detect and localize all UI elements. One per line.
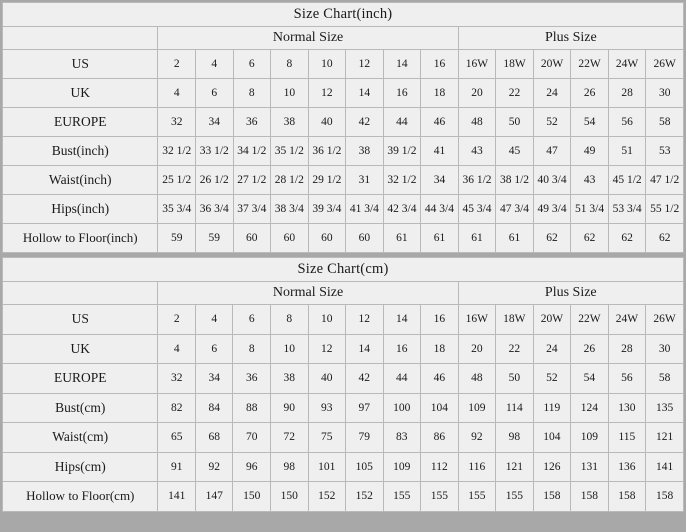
cell: 56 — [608, 364, 646, 394]
size-chart-cm-table — [2, 257, 684, 512]
cell: 27 1/2 — [233, 166, 271, 195]
cell: 34 1/2 — [233, 137, 271, 166]
cell: 88 — [233, 393, 271, 423]
chart-group-row — [3, 27, 684, 50]
cell: 32 — [158, 364, 196, 394]
cell: 109 — [458, 393, 496, 423]
row-label-waist: Waist(cm) — [3, 423, 158, 453]
cell: 4 — [158, 79, 196, 108]
row-label-hips: Hips(cm) — [3, 452, 158, 482]
cell: 42 3/4 — [383, 195, 421, 224]
cell: 8 — [271, 50, 309, 79]
cell: 109 — [571, 423, 609, 453]
cell: 8 — [233, 79, 271, 108]
cell: 51 3/4 — [571, 195, 609, 224]
cell: 49 3/4 — [533, 195, 571, 224]
cell: 28 — [608, 79, 646, 108]
cell: 115 — [608, 423, 646, 453]
cell: 6 — [195, 334, 233, 364]
cell: 12 — [308, 79, 346, 108]
chart-title-row — [3, 3, 684, 27]
cell: 59 — [158, 224, 196, 253]
group-normal-size: Normal Size — [158, 27, 458, 50]
cell: 41 3/4 — [346, 195, 384, 224]
cell: 91 — [158, 452, 196, 482]
cell: 4 — [195, 305, 233, 335]
cell: 75 — [308, 423, 346, 453]
cell: 59 — [196, 224, 234, 253]
row-label-bust: Bust(inch) — [3, 137, 158, 166]
cell: 16W — [458, 50, 496, 79]
cell: 155 — [421, 482, 459, 512]
cell: 104 — [533, 423, 571, 453]
cell: 47 1/2 — [646, 166, 684, 195]
cell: 6 — [196, 79, 234, 108]
cell: 70 — [233, 423, 271, 453]
cell: 16W — [458, 305, 496, 335]
table-row — [3, 364, 684, 394]
size-chart-cm-container — [2, 257, 684, 512]
cell: 36 1/2 — [458, 166, 496, 195]
row-label-waist: Waist(inch) — [3, 166, 158, 195]
cell: 24 — [533, 79, 571, 108]
cell: 14 — [383, 50, 421, 79]
cell: 155 — [458, 482, 496, 512]
cell: 121 — [646, 423, 684, 453]
row-label-hollow-to-floor: Hollow to Floor(cm) — [3, 482, 158, 512]
table-row — [3, 166, 684, 195]
cell: 60 — [346, 224, 384, 253]
cell: 32 1/2 — [383, 166, 421, 195]
cell: 29 1/2 — [308, 166, 346, 195]
cell: 54 — [571, 108, 609, 137]
cell: 158 — [608, 482, 646, 512]
cell: 36 — [233, 364, 271, 394]
cell: 98 — [496, 423, 534, 453]
group-plus-size: Plus Size — [458, 282, 683, 305]
table-row — [3, 50, 684, 79]
cell: 65 — [158, 423, 196, 453]
cell: 14 — [346, 334, 384, 364]
cell: 14 — [383, 305, 421, 335]
cell: 147 — [195, 482, 233, 512]
table-row — [3, 334, 684, 364]
cell: 44 — [383, 108, 421, 137]
cell: 32 1/2 — [158, 137, 196, 166]
cell: 22W — [571, 50, 609, 79]
cell: 45 3/4 — [458, 195, 496, 224]
cell: 38 3/4 — [271, 195, 309, 224]
cell: 37 3/4 — [233, 195, 271, 224]
table-row — [3, 452, 684, 482]
cell: 39 1/2 — [383, 137, 421, 166]
row-label-uk: UK — [3, 79, 158, 108]
cell: 33 1/2 — [196, 137, 234, 166]
cell: 14 — [346, 79, 384, 108]
cell: 61 — [458, 224, 496, 253]
cell: 4 — [196, 50, 234, 79]
cell: 155 — [383, 482, 421, 512]
cell: 104 — [421, 393, 459, 423]
cell: 8 — [233, 334, 271, 364]
cell: 34 — [195, 364, 233, 394]
cell: 54 — [571, 364, 609, 394]
cell: 38 — [271, 108, 309, 137]
cell: 25 1/2 — [158, 166, 196, 195]
chart-title-row — [3, 258, 684, 282]
table-row — [3, 224, 684, 253]
cell: 45 1/2 — [608, 166, 646, 195]
table-row — [3, 108, 684, 137]
cell: 24W — [608, 305, 646, 335]
cell: 152 — [308, 482, 346, 512]
row-label-us: US — [3, 305, 158, 335]
cell: 150 — [233, 482, 271, 512]
row-label-us: US — [3, 50, 158, 79]
cell: 38 — [346, 137, 384, 166]
cell: 26 — [571, 334, 609, 364]
cell: 131 — [571, 452, 609, 482]
cell: 16 — [421, 50, 459, 79]
group-row-spacer — [3, 27, 158, 50]
cell: 152 — [346, 482, 384, 512]
cell: 61 — [383, 224, 421, 253]
cell: 121 — [496, 452, 534, 482]
cell: 52 — [533, 364, 571, 394]
cell: 130 — [608, 393, 646, 423]
cell: 43 — [571, 166, 609, 195]
cell: 58 — [646, 364, 684, 394]
cell: 34 — [196, 108, 234, 137]
cell: 79 — [346, 423, 384, 453]
cell: 16 — [421, 305, 459, 335]
cell: 82 — [158, 393, 196, 423]
cell: 92 — [195, 452, 233, 482]
cell: 12 — [346, 305, 384, 335]
table-row — [3, 195, 684, 224]
cell: 10 — [271, 79, 309, 108]
cell: 31 — [346, 166, 384, 195]
chart-group-row — [3, 282, 684, 305]
cell: 30 — [646, 334, 684, 364]
cell: 2 — [158, 50, 196, 79]
cell: 62 — [533, 224, 571, 253]
cell: 61 — [421, 224, 459, 253]
cell: 52 — [533, 108, 571, 137]
cell: 35 1/2 — [271, 137, 309, 166]
row-label-hollow-to-floor: Hollow to Floor(inch) — [3, 224, 158, 253]
cell: 119 — [533, 393, 571, 423]
cell: 124 — [571, 393, 609, 423]
row-label-europe: EUROPE — [3, 108, 158, 137]
cell: 38 — [271, 364, 309, 394]
cell: 61 — [496, 224, 534, 253]
cell: 83 — [383, 423, 421, 453]
group-normal-size: Normal Size — [158, 282, 458, 305]
cell: 35 3/4 — [158, 195, 196, 224]
cell: 32 — [158, 108, 196, 137]
cell: 116 — [458, 452, 496, 482]
row-label-uk: UK — [3, 334, 158, 364]
cell: 12 — [308, 334, 346, 364]
cell: 45 — [496, 137, 534, 166]
cell: 30 — [646, 79, 684, 108]
cell: 44 — [383, 364, 421, 394]
group-row-spacer — [3, 282, 158, 305]
cell: 101 — [308, 452, 346, 482]
cell: 20 — [458, 79, 496, 108]
cell: 92 — [458, 423, 496, 453]
cell: 4 — [158, 334, 196, 364]
cell: 60 — [308, 224, 346, 253]
cell: 18W — [496, 305, 534, 335]
cell: 20W — [533, 50, 571, 79]
cell: 55 1/2 — [646, 195, 684, 224]
cell: 98 — [271, 452, 309, 482]
cell: 48 — [458, 364, 496, 394]
cell: 34 — [421, 166, 459, 195]
size-chart-inch-table — [2, 2, 684, 253]
cell: 158 — [571, 482, 609, 512]
cell: 42 — [346, 364, 384, 394]
cell: 90 — [271, 393, 309, 423]
cell: 24 — [533, 334, 571, 364]
cell: 16 — [383, 334, 421, 364]
cell: 6 — [233, 305, 271, 335]
cell: 28 1/2 — [271, 166, 309, 195]
cell: 36 — [233, 108, 271, 137]
cell: 141 — [646, 452, 684, 482]
row-label-europe: EUROPE — [3, 364, 158, 394]
cell: 93 — [308, 393, 346, 423]
cell: 62 — [608, 224, 646, 253]
chart-title: Size Chart(inch) — [3, 3, 684, 27]
cell: 50 — [496, 364, 534, 394]
cell: 68 — [195, 423, 233, 453]
cell: 36 3/4 — [196, 195, 234, 224]
cell: 56 — [608, 108, 646, 137]
cell: 6 — [233, 50, 271, 79]
cell: 112 — [421, 452, 459, 482]
cell: 20W — [533, 305, 571, 335]
cell: 22W — [571, 305, 609, 335]
cell: 150 — [271, 482, 309, 512]
table-row — [3, 305, 684, 335]
cell: 46 — [421, 364, 459, 394]
cell: 47 3/4 — [496, 195, 534, 224]
group-plus-size: Plus Size — [458, 27, 683, 50]
cell: 58 — [646, 108, 684, 137]
cell: 62 — [571, 224, 609, 253]
cell: 38 1/2 — [496, 166, 534, 195]
cell: 48 — [458, 108, 496, 137]
table-row — [3, 79, 684, 108]
cell: 39 3/4 — [308, 195, 346, 224]
cell: 10 — [308, 50, 346, 79]
cell: 60 — [271, 224, 309, 253]
table-row — [3, 393, 684, 423]
cell: 50 — [496, 108, 534, 137]
cell: 20 — [458, 334, 496, 364]
cell: 26W — [646, 50, 684, 79]
cell: 16 — [383, 79, 421, 108]
cell: 42 — [346, 108, 384, 137]
size-chart-inch-container — [2, 2, 684, 253]
cell: 47 — [533, 137, 571, 166]
cell: 126 — [533, 452, 571, 482]
cell: 62 — [646, 224, 684, 253]
cell: 8 — [271, 305, 309, 335]
cell: 44 3/4 — [421, 195, 459, 224]
cell: 12 — [346, 50, 384, 79]
cell: 18W — [496, 50, 534, 79]
cell: 26 — [571, 79, 609, 108]
chart-title: Size Chart(cm) — [3, 258, 684, 282]
cell: 43 — [458, 137, 496, 166]
cell: 158 — [646, 482, 684, 512]
table-row — [3, 482, 684, 512]
table-row — [3, 137, 684, 166]
cell: 158 — [533, 482, 571, 512]
cell: 72 — [271, 423, 309, 453]
cell: 18 — [421, 334, 459, 364]
cell: 49 — [571, 137, 609, 166]
cell: 155 — [496, 482, 534, 512]
cell: 2 — [158, 305, 196, 335]
cell: 26 1/2 — [196, 166, 234, 195]
cell: 24W — [608, 50, 646, 79]
cell: 100 — [383, 393, 421, 423]
cell: 18 — [421, 79, 459, 108]
table-row — [3, 423, 684, 453]
cell: 97 — [346, 393, 384, 423]
cell: 22 — [496, 79, 534, 108]
cell: 60 — [233, 224, 271, 253]
cell: 41 — [421, 137, 459, 166]
cell: 10 — [308, 305, 346, 335]
cell: 40 — [308, 108, 346, 137]
cell: 10 — [271, 334, 309, 364]
cell: 141 — [158, 482, 196, 512]
cell: 40 3/4 — [533, 166, 571, 195]
cell: 53 3/4 — [608, 195, 646, 224]
row-label-hips: Hips(inch) — [3, 195, 158, 224]
cell: 36 1/2 — [308, 137, 346, 166]
cell: 84 — [195, 393, 233, 423]
cell: 114 — [496, 393, 534, 423]
cell: 105 — [346, 452, 384, 482]
cell: 109 — [383, 452, 421, 482]
cell: 86 — [421, 423, 459, 453]
cell: 135 — [646, 393, 684, 423]
cell: 40 — [308, 364, 346, 394]
cell: 26W — [646, 305, 684, 335]
cell: 96 — [233, 452, 271, 482]
cell: 28 — [608, 334, 646, 364]
cell: 46 — [421, 108, 459, 137]
cell: 22 — [496, 334, 534, 364]
cell: 53 — [646, 137, 684, 166]
cell: 136 — [608, 452, 646, 482]
row-label-bust: Bust(cm) — [3, 393, 158, 423]
cell: 51 — [608, 137, 646, 166]
